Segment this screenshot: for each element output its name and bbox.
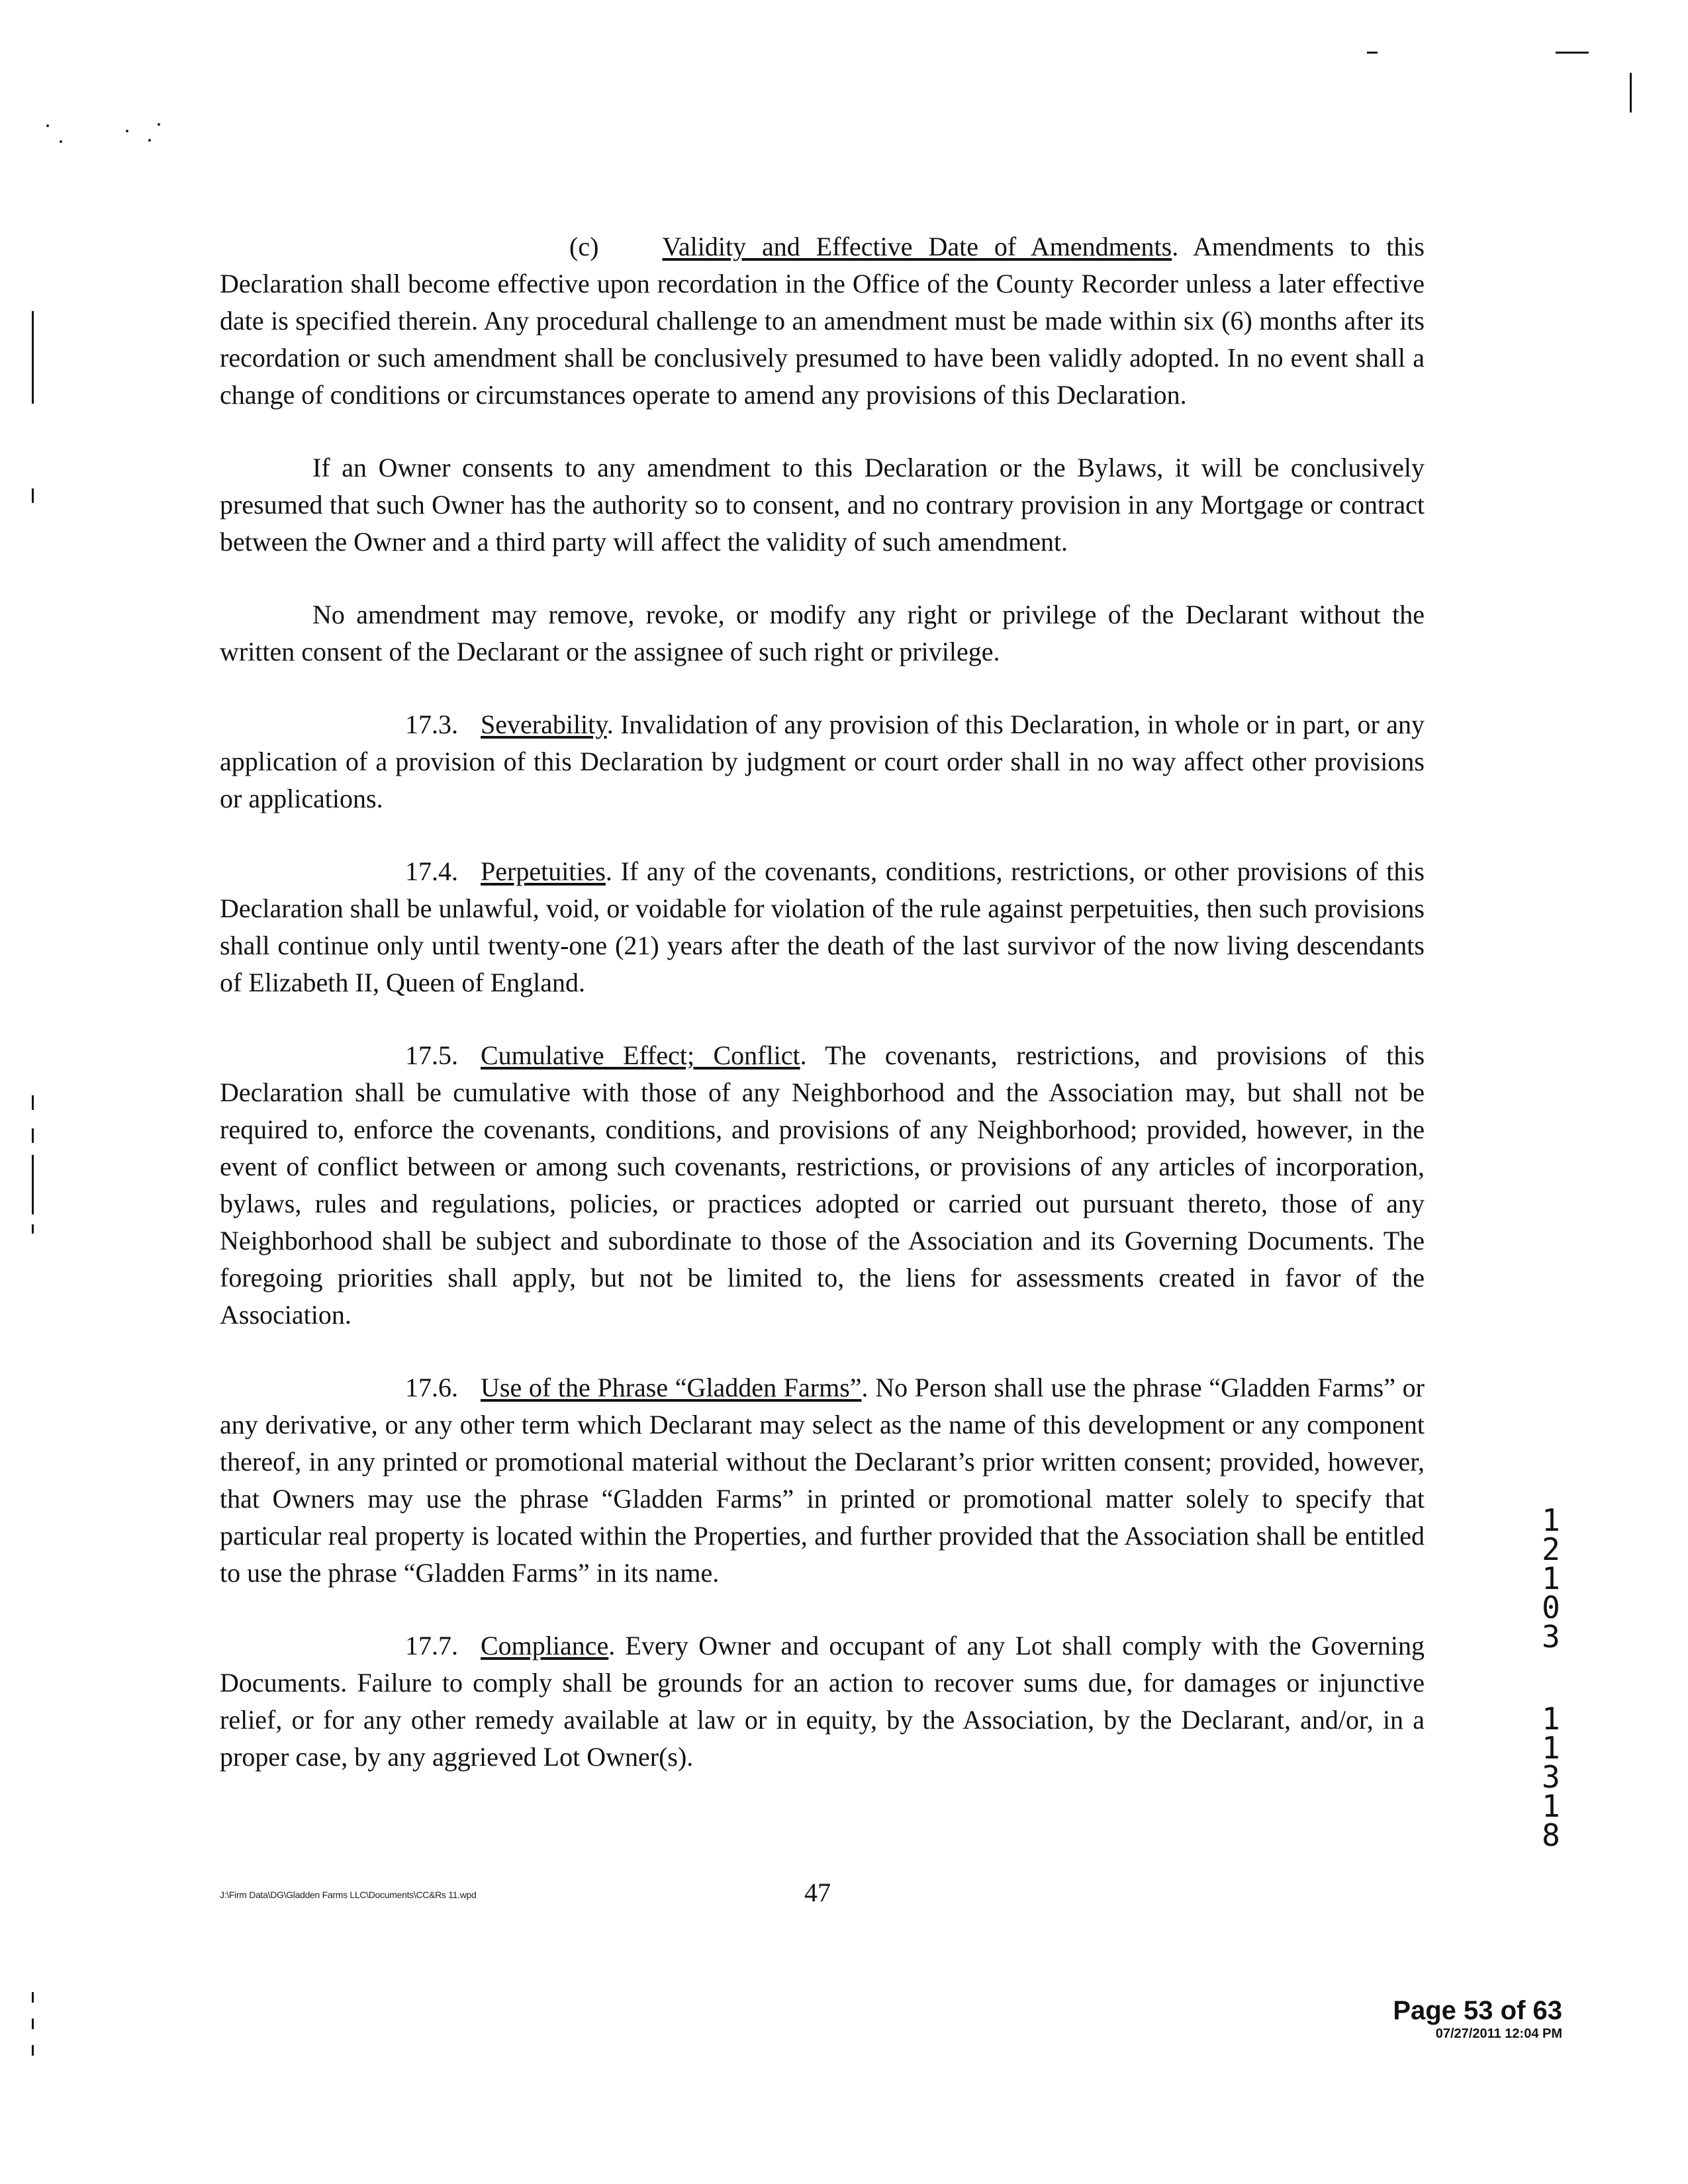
section-17-3 bbox=[220, 706, 1425, 817]
margin-mark bbox=[32, 1095, 34, 1110]
margin-mark bbox=[32, 2045, 34, 2056]
recording-digit: 1 bbox=[1542, 1502, 1560, 1538]
section-heading: Severability bbox=[481, 709, 607, 739]
recording-digit: 1 bbox=[1542, 1561, 1560, 1596]
section-number: 17.5. bbox=[405, 1040, 458, 1070]
footer-file-path: J:\Firm Data\DG\Gladden Farms LLC\Documents\CC&Rs 11.wpd bbox=[220, 1889, 477, 1900]
section-number: 17.7. bbox=[405, 1631, 458, 1661]
scan-speck bbox=[126, 130, 128, 132]
recording-digit: 1 bbox=[1542, 1788, 1560, 1824]
section-text: No Person shall use the phrase “Gladden Farms” or any derivative, or any other term which Declarant may select as the name of this development or any component thereof, in any printed or promotional material without the Declarant’s prior written consent; provided, however, that Owners may use the phrase “Gladden Farms” in printed or promotional matter solely to specify that particular real property is located within the Properties, and further provided that the Association shall be entitled to use the phrase “Gladden Farms” in its name. bbox=[220, 1373, 1425, 1588]
heading-punct: . bbox=[608, 1631, 616, 1661]
margin-mark bbox=[32, 1155, 34, 1214]
recording-number-top bbox=[1539, 1502, 1563, 1655]
margin-mark bbox=[32, 488, 34, 503]
document-body bbox=[220, 228, 1425, 1811]
page-number: 47 bbox=[804, 1878, 831, 1907]
section-17-4 bbox=[220, 853, 1425, 1001]
recording-digit: 1 bbox=[1542, 1701, 1560, 1737]
margin-mark bbox=[32, 311, 34, 404]
scan-speck bbox=[158, 123, 160, 126]
margin-mark bbox=[1367, 52, 1378, 54]
paragraph-owner-consent bbox=[220, 449, 1425, 561]
recording-stamp bbox=[1324, 1995, 1562, 2042]
recording-page-label: Page 53 of 63 bbox=[1393, 1996, 1562, 2025]
section-number: 17.6. bbox=[405, 1373, 458, 1402]
recording-digit: 3 bbox=[1542, 1759, 1560, 1795]
scan-speck bbox=[148, 139, 151, 142]
margin-mark bbox=[32, 2019, 34, 2029]
section-heading: Perpetuities bbox=[481, 856, 606, 886]
paragraph-number: (c) bbox=[569, 232, 599, 261]
recording-digit: 0 bbox=[1542, 1590, 1560, 1625]
section-text: If any of the covenants, conditions, restrictions, or other provisions of this Declaration shall be unlawful, void, or voidable for violation of the rule against perpetuities, then such provisions shall continue only until twenty-one (21) years after the death of the last survivor of the now living descendants of Elizabeth II, Queen of England. bbox=[220, 856, 1425, 997]
recording-digit: 2 bbox=[1542, 1531, 1560, 1567]
section-heading: Compliance bbox=[481, 1631, 609, 1661]
scan-speck bbox=[60, 140, 62, 143]
heading-punct: . bbox=[606, 709, 614, 739]
paragraph-c bbox=[220, 228, 1425, 414]
paragraph-text: Amendments to this Declaration shall become effective upon recordation in the Office of the County Recorder unless a later effective date is specified therein. Any procedural challenge to an amendment must be made within six (6) months after its recordation or such amendment shall be conclusively presumed to have been validly adopted. In no event shall a change of conditions or circumstances operate to amend any provisions of this Declaration. bbox=[220, 232, 1425, 410]
section-17-5 bbox=[220, 1037, 1425, 1334]
section-heading: Use of the Phrase “Gladden Farms” bbox=[481, 1373, 862, 1402]
margin-mark bbox=[32, 1128, 34, 1143]
paragraph-heading: Validity and Effective Date of Amendments bbox=[662, 232, 1172, 261]
section-text: The covenants, restrictions, and provisions of this Declaration shall be cumulative with those of any Neighborhood and the Association may, but shall not be required to, enforce the covenants, conditions, and provisions of any Neighborhood; provided, however, in the event of conflict between or among such covenants, restrictions, or provisions of any articles of incorporation, bylaws, rules and regulations, policies, or practices adopted or carried out pursuant thereto, those of any Neighborhood shall be subject and subordinate to those of the Association and its Governing Documents. The foregoing priorities shall apply, but not be limited to, the liens for assessments created in favor of the Association. bbox=[220, 1040, 1425, 1330]
recording-digit: 8 bbox=[1542, 1817, 1560, 1853]
heading-punct: . bbox=[861, 1373, 868, 1402]
margin-mark bbox=[1556, 52, 1589, 54]
paragraph-text: No amendment may remove, revoke, or modify any right or privilege of the Declarant without the written consent of the Declarant or the assignee of such right or privilege. bbox=[220, 600, 1425, 666]
heading-punct: . bbox=[1172, 232, 1179, 261]
margin-mark bbox=[32, 1224, 34, 1234]
recording-digit: 3 bbox=[1542, 1619, 1560, 1655]
recording-number-bottom bbox=[1539, 1701, 1563, 1853]
section-17-7 bbox=[220, 1627, 1425, 1776]
scan-speck bbox=[46, 124, 49, 127]
section-number: 17.4. bbox=[405, 856, 458, 886]
recording-timestamp: 07/27/2011 12:04 PM bbox=[1435, 2026, 1562, 2041]
heading-punct: . bbox=[605, 856, 612, 886]
margin-mark bbox=[32, 1992, 34, 2003]
section-number: 17.3. bbox=[405, 709, 458, 739]
section-17-6 bbox=[220, 1369, 1425, 1592]
section-text: Invalidation of any provision of this Declaration, in whole or in part, or any application of a provision of this Declaration by judgment or court order shall in no way affect other provisions or applications. bbox=[220, 709, 1425, 813]
section-text: Every Owner and occupant of any Lot shall comply with the Governing Documents. Failure to comply shall be grounds for an action to recover sums due, for damages or injunctive relief, or for any other remedy available at law or in equity, by the Association, by the Declarant, and/or, in a proper case, by any aggrieved Lot Owner(s). bbox=[220, 1631, 1425, 1772]
heading-punct: . bbox=[800, 1040, 807, 1070]
margin-mark bbox=[1630, 73, 1632, 113]
recording-digit: 1 bbox=[1542, 1730, 1560, 1766]
paragraph-no-amendment bbox=[220, 596, 1425, 670]
paragraph-text: If an Owner consents to any amendment to this Declaration or the Bylaws, it will be conclusively presumed that such Owner has the authority so to consent, and no contrary provision in any Mortgage or contract between the Owner and a third party will affect the validity of such amendment. bbox=[220, 453, 1425, 557]
section-heading: Cumulative Effect; Conflict bbox=[481, 1040, 800, 1070]
